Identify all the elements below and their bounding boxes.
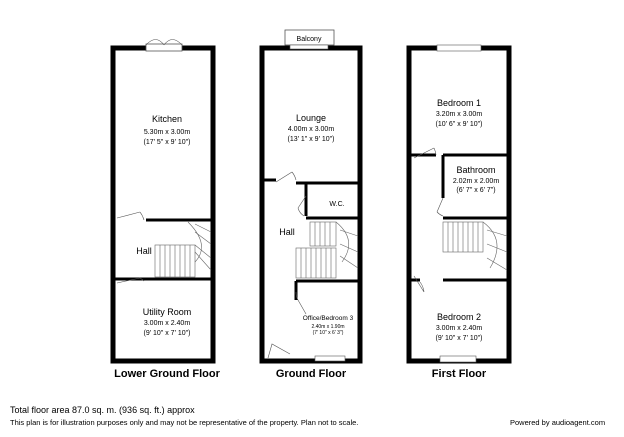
kitchen-dims-m: 5.30m x 3.00m (143, 129, 191, 136)
utility-dims-m: 3.00m x 2.40m (143, 320, 191, 327)
office-dims-ft: (7' 10" x 6' 3") (312, 330, 344, 336)
office-dims-m: 2.40m x 1.90m (311, 324, 345, 330)
balcony-door (290, 45, 328, 49)
office-name: Office/Bedroom 3 (302, 315, 354, 322)
ground-floor-plan (262, 30, 360, 380)
bedroom1-dims-m: 3.20m x 3.00m (435, 111, 483, 118)
lower-ground-floor-label: Lower Ground Floor (114, 368, 220, 380)
lounge-name: Lounge (295, 113, 327, 123)
bathroom-name: Bathroom (456, 165, 496, 175)
bedroom2-name: Bedroom 2 (436, 312, 482, 322)
lounge-dims-m: 4.00m x 3.00m (287, 126, 335, 133)
bedroom2-window (440, 356, 476, 362)
bathroom-dims-m: 2.02m x 2.00m (452, 178, 500, 185)
disclaimer-text: This plan is for illustration purposes only and may not be representative of the property. Plan not to scale. (10, 418, 359, 427)
ground-floor-label: Ground Floor (275, 368, 347, 380)
utility-name: Utility Room (142, 307, 192, 317)
kitchen-name: Kitchen (151, 114, 183, 124)
balcony-name: Balcony (296, 36, 322, 43)
ground-hall-name: Hall (279, 227, 295, 237)
lg-hall-name: Hall (136, 246, 152, 256)
lower-ground-floor-plan (113, 40, 221, 381)
bedroom1-window (437, 45, 481, 51)
bedroom2-dims-m: 3.00m x 2.40m (435, 325, 483, 332)
lounge-dims-ft: (13' 1" x 9' 10") (287, 136, 335, 143)
lower-ground-stairs (155, 222, 211, 277)
bedroom2-dims-ft: (9' 10" x 7' 10") (435, 335, 483, 342)
first-floor-plan (409, 45, 509, 380)
ground-stairs (296, 222, 358, 278)
bathroom-dims-ft: (6' 7" x 6' 7") (456, 187, 496, 194)
ground-front-window (315, 356, 345, 361)
first-stairs (443, 222, 507, 270)
wc-name: W.C. (329, 201, 345, 208)
total-floor-area: Total floor area 87.0 sq. m. (936 sq. ft.) approx (10, 405, 195, 415)
kitchen-dims-ft: (17' 5" x 9' 10") (143, 139, 191, 146)
utility-dims-ft: (9' 10" x 7' 10") (143, 330, 191, 337)
kitchen-french-doors (146, 44, 182, 51)
powered-by-text: Powered by audioagent.com (510, 418, 606, 427)
bedroom1-name: Bedroom 1 (436, 98, 482, 108)
first-floor-label: First Floor (431, 368, 487, 380)
bedroom1-dims-ft: (10' 6" x 9' 10") (435, 121, 483, 128)
